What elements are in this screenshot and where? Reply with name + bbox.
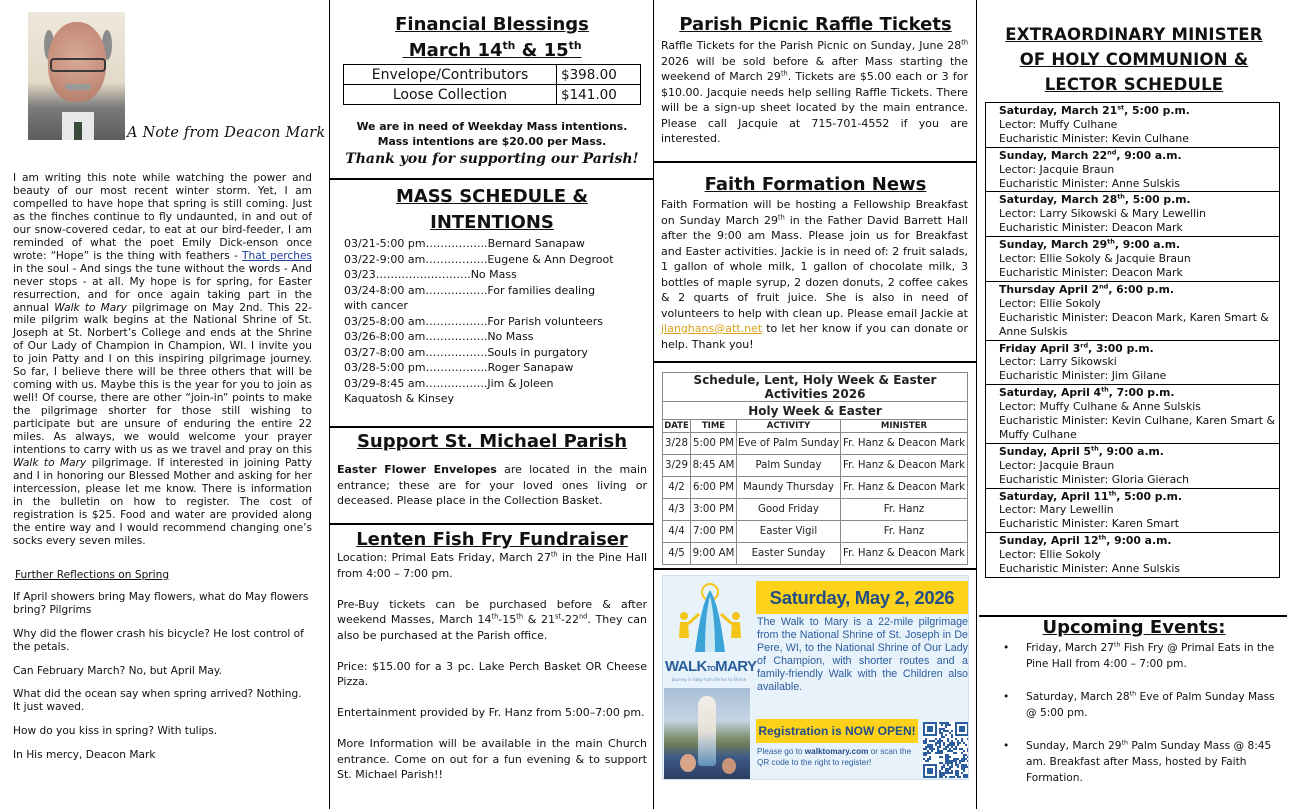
- col-header-activity: ACTIVITY: [737, 420, 841, 433]
- picnic-heading: [654, 12, 977, 38]
- event-text-a: Sunday, March 29: [1026, 740, 1122, 752]
- table-row: [344, 65, 641, 85]
- event-text-a: Saturday, March 28: [1026, 691, 1130, 703]
- entry-date: [999, 534, 1279, 548]
- title-line: EXTRAORDINARY MINISTER: [1005, 25, 1263, 44]
- entry-lector: Lector: Ellie Sokoly: [999, 548, 1101, 562]
- fish-fry-more-info: More Information will be available in the main Church entrance. Come on out for a fun evening & to support St. Michael Parish!!: [337, 737, 647, 781]
- faith-title: Faith Formation News: [704, 174, 927, 195]
- support-title: Support St. Michael Parish: [356, 431, 628, 452]
- notice-line: We are in need of Weekday Mass intentions.: [356, 120, 628, 133]
- entry-eucharistic-minister: Eucharistic Minister: Karen Smart: [999, 517, 1179, 531]
- entry-day: Thursday April 2: [999, 282, 1100, 296]
- letter-text: I am writing this note while watching the power and beauty of our most recent winter storm. Yet, I am compelled to have hope that spring is still coming. Just as the finches continue to fly undaunted, in and out of our snow-covered cedar, to eat at our bird-feeder, I am reminded of what the poet Emily Dick-enson once wrote: “Hope” is the thing with feathers -: [13, 172, 312, 262]
- bullet-icon: •: [1003, 740, 1010, 752]
- mary-silhouette-logo-icon: [675, 582, 745, 654]
- entry-time: , 9:00 a.m.: [1116, 148, 1182, 162]
- mass-intention: No Mass: [487, 330, 534, 343]
- entry-lector: Lector: Muffy Culhane: [999, 117, 1118, 131]
- mass-datetime: 03/29-8:45 am……………..: [344, 376, 488, 390]
- mass-datetime: 03/27-8:00 am……………..: [344, 345, 488, 359]
- cell-date: 4/5: [663, 543, 691, 565]
- entry-day-suffix: th: [1101, 385, 1109, 394]
- mass-datetime: 03/23……………………..: [344, 268, 471, 281]
- cell-minister: Fr. Hanz: [841, 521, 968, 543]
- upcoming-event-item: [1003, 738, 1288, 786]
- entry-eucharistic-minister: Eucharistic Minister: Anne Sulskis: [999, 562, 1181, 576]
- divider: [654, 568, 977, 570]
- mass-datetime: 03/24-8:00 am……………..: [344, 283, 488, 297]
- entry-time: , 5:00 p.m.: [1124, 193, 1191, 207]
- entry-time: , 5:00 p.m.: [1124, 104, 1190, 117]
- entry-day: Sunday, March 29: [999, 238, 1108, 252]
- mass-title-line: INTENTIONS: [430, 212, 554, 233]
- mass-datetime: 03/25-8:00 am……………..: [344, 314, 488, 328]
- row-label: Loose Collection: [344, 85, 557, 105]
- cell-time: 6:00 PM: [691, 477, 737, 499]
- divider: [654, 161, 977, 163]
- picnic-title: Parish Picnic Raffle Tickets: [679, 14, 952, 35]
- support-body: [337, 462, 647, 509]
- entry-lector: Lector: Mary Lewellin: [999, 503, 1114, 517]
- cell-minister: Fr. Hanz & Deacon Mark: [841, 455, 968, 477]
- entry-lector: Lector: Ellie Sokoly: [999, 296, 1101, 310]
- mass-intention-continued: with cancer: [344, 299, 408, 312]
- table-row: [663, 543, 968, 565]
- walk-to-mary-italic: Walk to Mary: [54, 301, 127, 314]
- mass-entry: [344, 283, 644, 299]
- entry-lector: Lector: Larry Sikowski: [999, 355, 1117, 369]
- row-label: Envelope/Contributors: [344, 65, 557, 85]
- column-picnic-faith: [653, 0, 976, 809]
- deacon-letter: [13, 172, 312, 548]
- entry-time: , 9:00 a.m.: [1098, 444, 1164, 458]
- entry-day: Sunday, April 5: [999, 444, 1091, 458]
- entry-time: , 9:00 a.m.: [1114, 238, 1181, 252]
- entry-day-suffix: nd: [1099, 282, 1109, 291]
- cell-date: 3/28: [663, 433, 691, 455]
- schedule-entry: [986, 443, 1279, 488]
- support-heading: [330, 429, 654, 455]
- table-row: [663, 499, 968, 521]
- schedule-entry: [986, 340, 1279, 385]
- cell-time: 7:00 PM: [691, 521, 737, 543]
- event-text-b: Eve of Palm Sunday Mass @ 5:00 pm.: [1026, 691, 1275, 719]
- easter-envelopes-label: Easter Flower Envelopes: [337, 463, 497, 476]
- walk-date-banner: Saturday, May 2, 2026: [756, 581, 968, 614]
- entry-eucharistic-minister: Eucharistic Minister: Deacon Mark, Karen Smart & Anne Sulskis: [999, 310, 1269, 338]
- event-suffix: th: [1113, 641, 1121, 649]
- col-header-date: DATE: [664, 421, 689, 431]
- logo-tagline: Journey in Step from Shrine to Shrine: [671, 677, 747, 682]
- entry-eucharistic-minister: Eucharistic Minister: Kevin Culhane, Karen Smart & Muffy Culhane: [999, 414, 1275, 441]
- entry-date: [999, 283, 1279, 297]
- entry-day-suffix: th: [1090, 444, 1099, 453]
- entry-day: Saturday, March 21: [999, 104, 1118, 117]
- schedule-entry: [986, 103, 1279, 147]
- entry-eucharistic-minister: Eucharistic Minister: Deacon Mark: [999, 221, 1183, 235]
- event-text-b: Palm Sunday Mass @ 8:45 am. Breakfast after Mass, hosted by Faith Formation.: [1026, 740, 1272, 784]
- entry-date: [999, 342, 1279, 356]
- entry-date: [999, 193, 1279, 207]
- cell-time: 8:45 AM: [691, 455, 737, 477]
- entry-lector: Lector: Muffy Culhane & Anne Sulskis: [999, 400, 1201, 414]
- entry-date: [999, 149, 1279, 163]
- mass-datetime: 03/26-8:00 am……………..: [344, 330, 488, 343]
- mass-intention: For families dealing: [487, 283, 596, 297]
- schedule-entry: [986, 147, 1279, 192]
- reflections-heading: Further Reflections on Spring: [15, 569, 170, 581]
- schedule-entry: [986, 532, 1279, 577]
- entry-date: [999, 104, 1279, 118]
- entry-day: Saturday, April 4: [999, 386, 1102, 400]
- upcoming-event-item: [1003, 689, 1288, 721]
- event-text-b: Fish Fry @ Primal Eats in the Pine Hall from 4:00 – 7:00 pm.: [1026, 642, 1275, 670]
- cell-minister: Fr. Hanz: [841, 499, 968, 521]
- entry-day: Saturday, March 28: [999, 193, 1118, 207]
- entry-eucharistic-minister: Eucharistic Minister: Jim Gilane: [999, 369, 1167, 383]
- entry-lector: Lector: Ellie Sokoly & Jacquie Braun: [999, 252, 1191, 266]
- entry-date: [999, 490, 1279, 504]
- entry-date: [999, 238, 1279, 252]
- title-line: LECTOR SCHEDULE: [1044, 75, 1224, 94]
- entry-time: , 7:00 p.m.: [1108, 386, 1175, 400]
- mass-entry: [344, 360, 644, 376]
- financial-title: Financial Blessings: [395, 14, 589, 35]
- registration-banner: Registration is NOW OPEN!: [756, 719, 918, 743]
- schedule-entry: [986, 384, 1279, 443]
- fish-fry-price: Price: $15.00 for a 3 pc. Lake Perch Basket OR Cheese Pizza.: [337, 659, 647, 688]
- faith-body: Faith Formation will be hosting a Fellowship Breakfast on Sunday March 29th in the Father David Barrett Hall after the 9:00 am Mass. Please join us for Breakfast and Easter activities. Jackie is in need of: 2 fruit salads, 1 gallon of whole milk, 1 gallon of chocolate milk, 3 bottles of maple syrup, 2 dozen donuts, 2 coffee cakes & 2 quarts of fruit juice. She is also in need of volunteers to help with clean up. Please email Jackie at jlanghans@att.net to let her know if you can donate or help. Thank you!: [661, 198, 968, 351]
- upcoming-events-list: [1003, 640, 1288, 803]
- financial-date: March 14th & 15th: [408, 39, 582, 61]
- entry-lector: Lector: Larry Sikowski & Mary Lewellin: [999, 207, 1206, 221]
- entry-time: , 5:00 p.m.: [1116, 489, 1182, 503]
- cell-time: 3:00 PM: [691, 499, 737, 521]
- entry-eucharistic-minister: Eucharistic Minister: Deacon Mark: [999, 265, 1183, 279]
- minister-schedule-box: [985, 102, 1280, 578]
- mass-entry: [344, 345, 644, 361]
- letter-text: pilgrimage. If interested in joining Patty and I in honoring our Blessed Mother and asking for her intercession, please let me know. There is information in the bulletin on how to register. The cost of registration is $25. Food and water are provided along the entire way and I would recommend changing one’s socks every seven miles.: [13, 456, 312, 547]
- cell-activity: Easter Vigil: [737, 521, 841, 543]
- mass-intention: Souls in purgatory: [487, 345, 588, 359]
- mass-datetime: 03/28-5:00 pm……………..: [344, 361, 488, 374]
- walk-description: The Walk to Mary is a 22-mile pilgrimage from the National Shrine of St. Joseph in De Pere, WI, to the National Shrine of Our Lady of Champion, with shorter routes and a family-friendly Walk with the Children also available.: [757, 616, 968, 694]
- cell-minister: Fr. Hanz & Deacon Mark: [841, 433, 968, 455]
- cell-minister: Fr. Hanz & Deacon Mark: [841, 543, 968, 565]
- mass-intention-continued: Kaquatosh & Kinsey: [344, 392, 455, 405]
- schedule-entry: [986, 488, 1279, 533]
- table-header-row: [663, 420, 968, 433]
- cell-activity: Palm Sunday: [737, 455, 841, 477]
- entry-time: , 6:00 p.m.: [1108, 282, 1174, 296]
- row-amount: $398.00: [557, 65, 641, 85]
- spring-reflections: [13, 569, 312, 773]
- entry-day-suffix: nd: [1107, 148, 1117, 157]
- walk-to-mary-italic: Walk to Mary: [13, 456, 87, 469]
- cell-date: 4/3: [663, 499, 691, 521]
- event-suffix: th: [1121, 739, 1129, 747]
- entry-day-suffix: st: [1117, 103, 1125, 112]
- financial-heading: [330, 12, 654, 64]
- table-row: [663, 433, 968, 455]
- table-row: [663, 455, 968, 477]
- column-finance-mass: [329, 0, 653, 809]
- mass-intention: Roger Sanapaw: [487, 361, 574, 374]
- pilgrims-photo: [664, 688, 750, 780]
- table-row: [344, 85, 641, 105]
- deacon-photo: [28, 12, 125, 140]
- entry-day-suffix: th: [1098, 533, 1107, 542]
- email-link[interactable]: jlanghans@att.net: [661, 322, 763, 335]
- entry-time: , 3:00 p.m.: [1088, 341, 1154, 355]
- reflection-item: How do you kiss in spring? With tulips.: [13, 725, 218, 738]
- mass-intention: For Parish volunteers: [487, 314, 604, 328]
- table-row: [663, 521, 968, 543]
- table-row: [663, 477, 968, 499]
- cell-date: 4/2: [663, 477, 691, 499]
- thanks-line: Thank you for supporting our Parish!: [345, 151, 639, 167]
- mass-intentions-list: [344, 236, 644, 407]
- walk-to-mary-ad: [662, 575, 969, 780]
- col-header-minister: MINISTER: [841, 420, 968, 433]
- entry-day-suffix: th: [1107, 237, 1115, 246]
- reflection-item: If April showers bring May flowers, what do May flowers bring? Pilgrims: [13, 590, 309, 616]
- mass-intention: Eugene & Ann Degroot: [487, 252, 614, 266]
- holy-week-table: [662, 372, 968, 565]
- col-header-time: TIME: [691, 420, 737, 433]
- registration-instructions: Please go to walktomary.com or scan the QR code to the right to register!: [757, 747, 912, 767]
- reflection-item: Can February March? No, but April May.: [13, 664, 223, 677]
- entry-day-suffix: th: [1117, 192, 1125, 201]
- entry-day: Saturday, April 11: [999, 489, 1109, 503]
- entry-date: [999, 386, 1279, 400]
- picnic-body: Raffle Tickets for the Parish Picnic on Sunday, June 28th 2026 will be sold before & after Mass starting the weekend of March 29th. Tickets are $5.00 each or 3 for $10.00. Jacquie needs help selling Raffle Tickets. There will be a sign-up sheet located by the main entrance. Please call Jacquie at 715-701-4552 if you are interested.: [661, 38, 968, 145]
- mass-intentions-notice: [330, 119, 654, 149]
- mass-entry: [344, 252, 644, 268]
- entry-eucharistic-minister: Eucharistic Minister: Kevin Culhane: [999, 131, 1189, 145]
- divider: [330, 178, 654, 180]
- mass-intention: No Mass: [470, 268, 517, 281]
- bullet-icon: •: [1003, 691, 1010, 703]
- cell-activity: Maundy Thursday: [737, 477, 841, 499]
- upcoming-event-item: [1003, 640, 1288, 672]
- column-minister-schedule: [976, 0, 1290, 809]
- financial-table: [343, 64, 641, 105]
- letter-text: in the soul - And sings the tune without the words - And never stops - at all. My hope is for spring, for Easter resurrection, and for once again taking part in the annual: [13, 262, 312, 314]
- cell-activity: Eve of Palm Sunday: [737, 433, 841, 455]
- walk-to-mary-logo-text: WALKTOMARY: [665, 658, 757, 675]
- divider: [654, 361, 977, 363]
- mass-intention: Bernard Sanapaw: [487, 237, 585, 250]
- fish-fry-title: Lenten Fish Fry Fundraiser: [356, 529, 628, 550]
- reflection-item: What did the ocean say when spring arrived? Nothing. It just waved.: [13, 688, 302, 714]
- reflection-item: Why did the flower crash his bicycle? He lost control of the petals.: [13, 627, 304, 653]
- cell-time: 5:00 PM: [691, 433, 737, 455]
- row-amount: $141.00: [557, 85, 641, 105]
- fish-fry-body: [337, 550, 647, 798]
- signature: In His mercy, Deacon Mark: [13, 749, 156, 762]
- entry-date: [999, 445, 1279, 459]
- upcoming-events-title: Upcoming Events:: [1042, 617, 1226, 638]
- cell-minister: Fr. Hanz & Deacon Mark: [841, 477, 968, 499]
- title-line: OF HOLY COMMUNION &: [1019, 50, 1249, 69]
- qr-code-icon[interactable]: [923, 722, 969, 778]
- walktomary-url[interactable]: walktomary.com: [804, 747, 869, 756]
- entry-eucharistic-minister: Eucharistic Minister: Gloria Gierach: [999, 472, 1190, 486]
- divider: [330, 426, 654, 428]
- mass-entry: [344, 329, 644, 345]
- entry-day: Sunday, March 22: [999, 148, 1108, 162]
- cell-date: 3/29: [663, 455, 691, 477]
- mass-datetime: 03/21-5:00 pm……………..: [344, 237, 488, 250]
- faith-heading: [654, 172, 977, 198]
- event-text-a: Friday, March 27: [1026, 642, 1114, 654]
- holy-week-title: Schedule, Lent, Holy Week & Easter Activities 2026: [663, 373, 968, 402]
- mass-datetime: 03/22-9:00 am……………..: [344, 252, 488, 266]
- holy-week-subtitle: Holy Week & Easter: [663, 402, 968, 420]
- notice-line: Mass intentions are $20.00 per Mass.: [377, 135, 607, 148]
- mass-entry: [344, 267, 644, 283]
- schedule-entry: [986, 236, 1279, 281]
- poem-link[interactable]: That perches: [242, 249, 313, 262]
- mass-entry: [344, 314, 644, 330]
- mass-entry: [344, 236, 644, 252]
- mass-title-line: MASS SCHEDULE &: [395, 186, 589, 207]
- entry-lector: Lector: Jacquie Braun: [999, 458, 1115, 472]
- entry-eucharistic-minister: Eucharistic Minister: Anne Sulskis: [999, 176, 1181, 190]
- schedule-entry: [986, 281, 1279, 340]
- mass-intention: Jim & Joleen: [487, 376, 554, 390]
- column-deacon-note: [0, 0, 326, 809]
- cell-activity: Good Friday: [737, 499, 841, 521]
- cell-activity: Easter Sunday: [737, 543, 841, 565]
- entry-day-suffix: th: [1108, 488, 1117, 497]
- entry-day-suffix: rd: [1080, 340, 1089, 349]
- support-text: are located in the main entrance; these are for your loved ones living or deceased. Please place in the Collection Basket.: [337, 463, 647, 507]
- event-suffix: th: [1129, 690, 1137, 698]
- letter-text: pilgrimage on May 2nd. This 22-mile pilgrim walk begins at the National Shrine of St. Joseph at St. Norbert’s College and ends at the Shrine of Our Lady of Champion in Champion, WI. I invite you to join Patty and I on this inspiring pilgrimage journey. So far, I believe there will be three others that will be coming with us. Maybe this is the year for you to join as well! Of course, there are other “join-in” points to make the pilgrimage shorter for those still wishing to participate but are unsure of enduring the entire 22 miles. As always, we would welcome your prayer intentions to carry with us as we travel and pray on this: [13, 301, 312, 457]
- mass-entry: [344, 376, 644, 392]
- divider: [330, 523, 654, 525]
- mass-schedule-heading: [330, 184, 654, 236]
- entry-day: Sunday, April 12: [999, 534, 1099, 548]
- bullet-icon: •: [1003, 642, 1010, 654]
- entry-time: , 9:00 a.m.: [1106, 534, 1172, 548]
- entry-lector: Lector: Jacquie Braun: [999, 162, 1115, 176]
- fish-fry-entertainment: Entertainment provided by Fr. Hanz from 5:00–7:00 pm.: [337, 706, 645, 719]
- cell-time: 9:00 AM: [691, 543, 737, 565]
- schedule-entry: [986, 191, 1279, 236]
- cell-date: 4/4: [663, 521, 691, 543]
- entry-day: Friday April 3: [999, 341, 1081, 355]
- fish-fry-prebuy: Pre-Buy tickets can be purchased before & after weekend Masses, March 14th-15th & 21st-22nd. They can also be purchased at the Parish office.: [337, 597, 647, 642]
- fish-fry-location: Location: Primal Eats Friday, March 27th in the Pine Hall from 4:00 – 7:00 pm.: [337, 550, 648, 580]
- note-title: A Note from Deacon Mark: [127, 125, 326, 141]
- minister-schedule-title: [977, 22, 1290, 97]
